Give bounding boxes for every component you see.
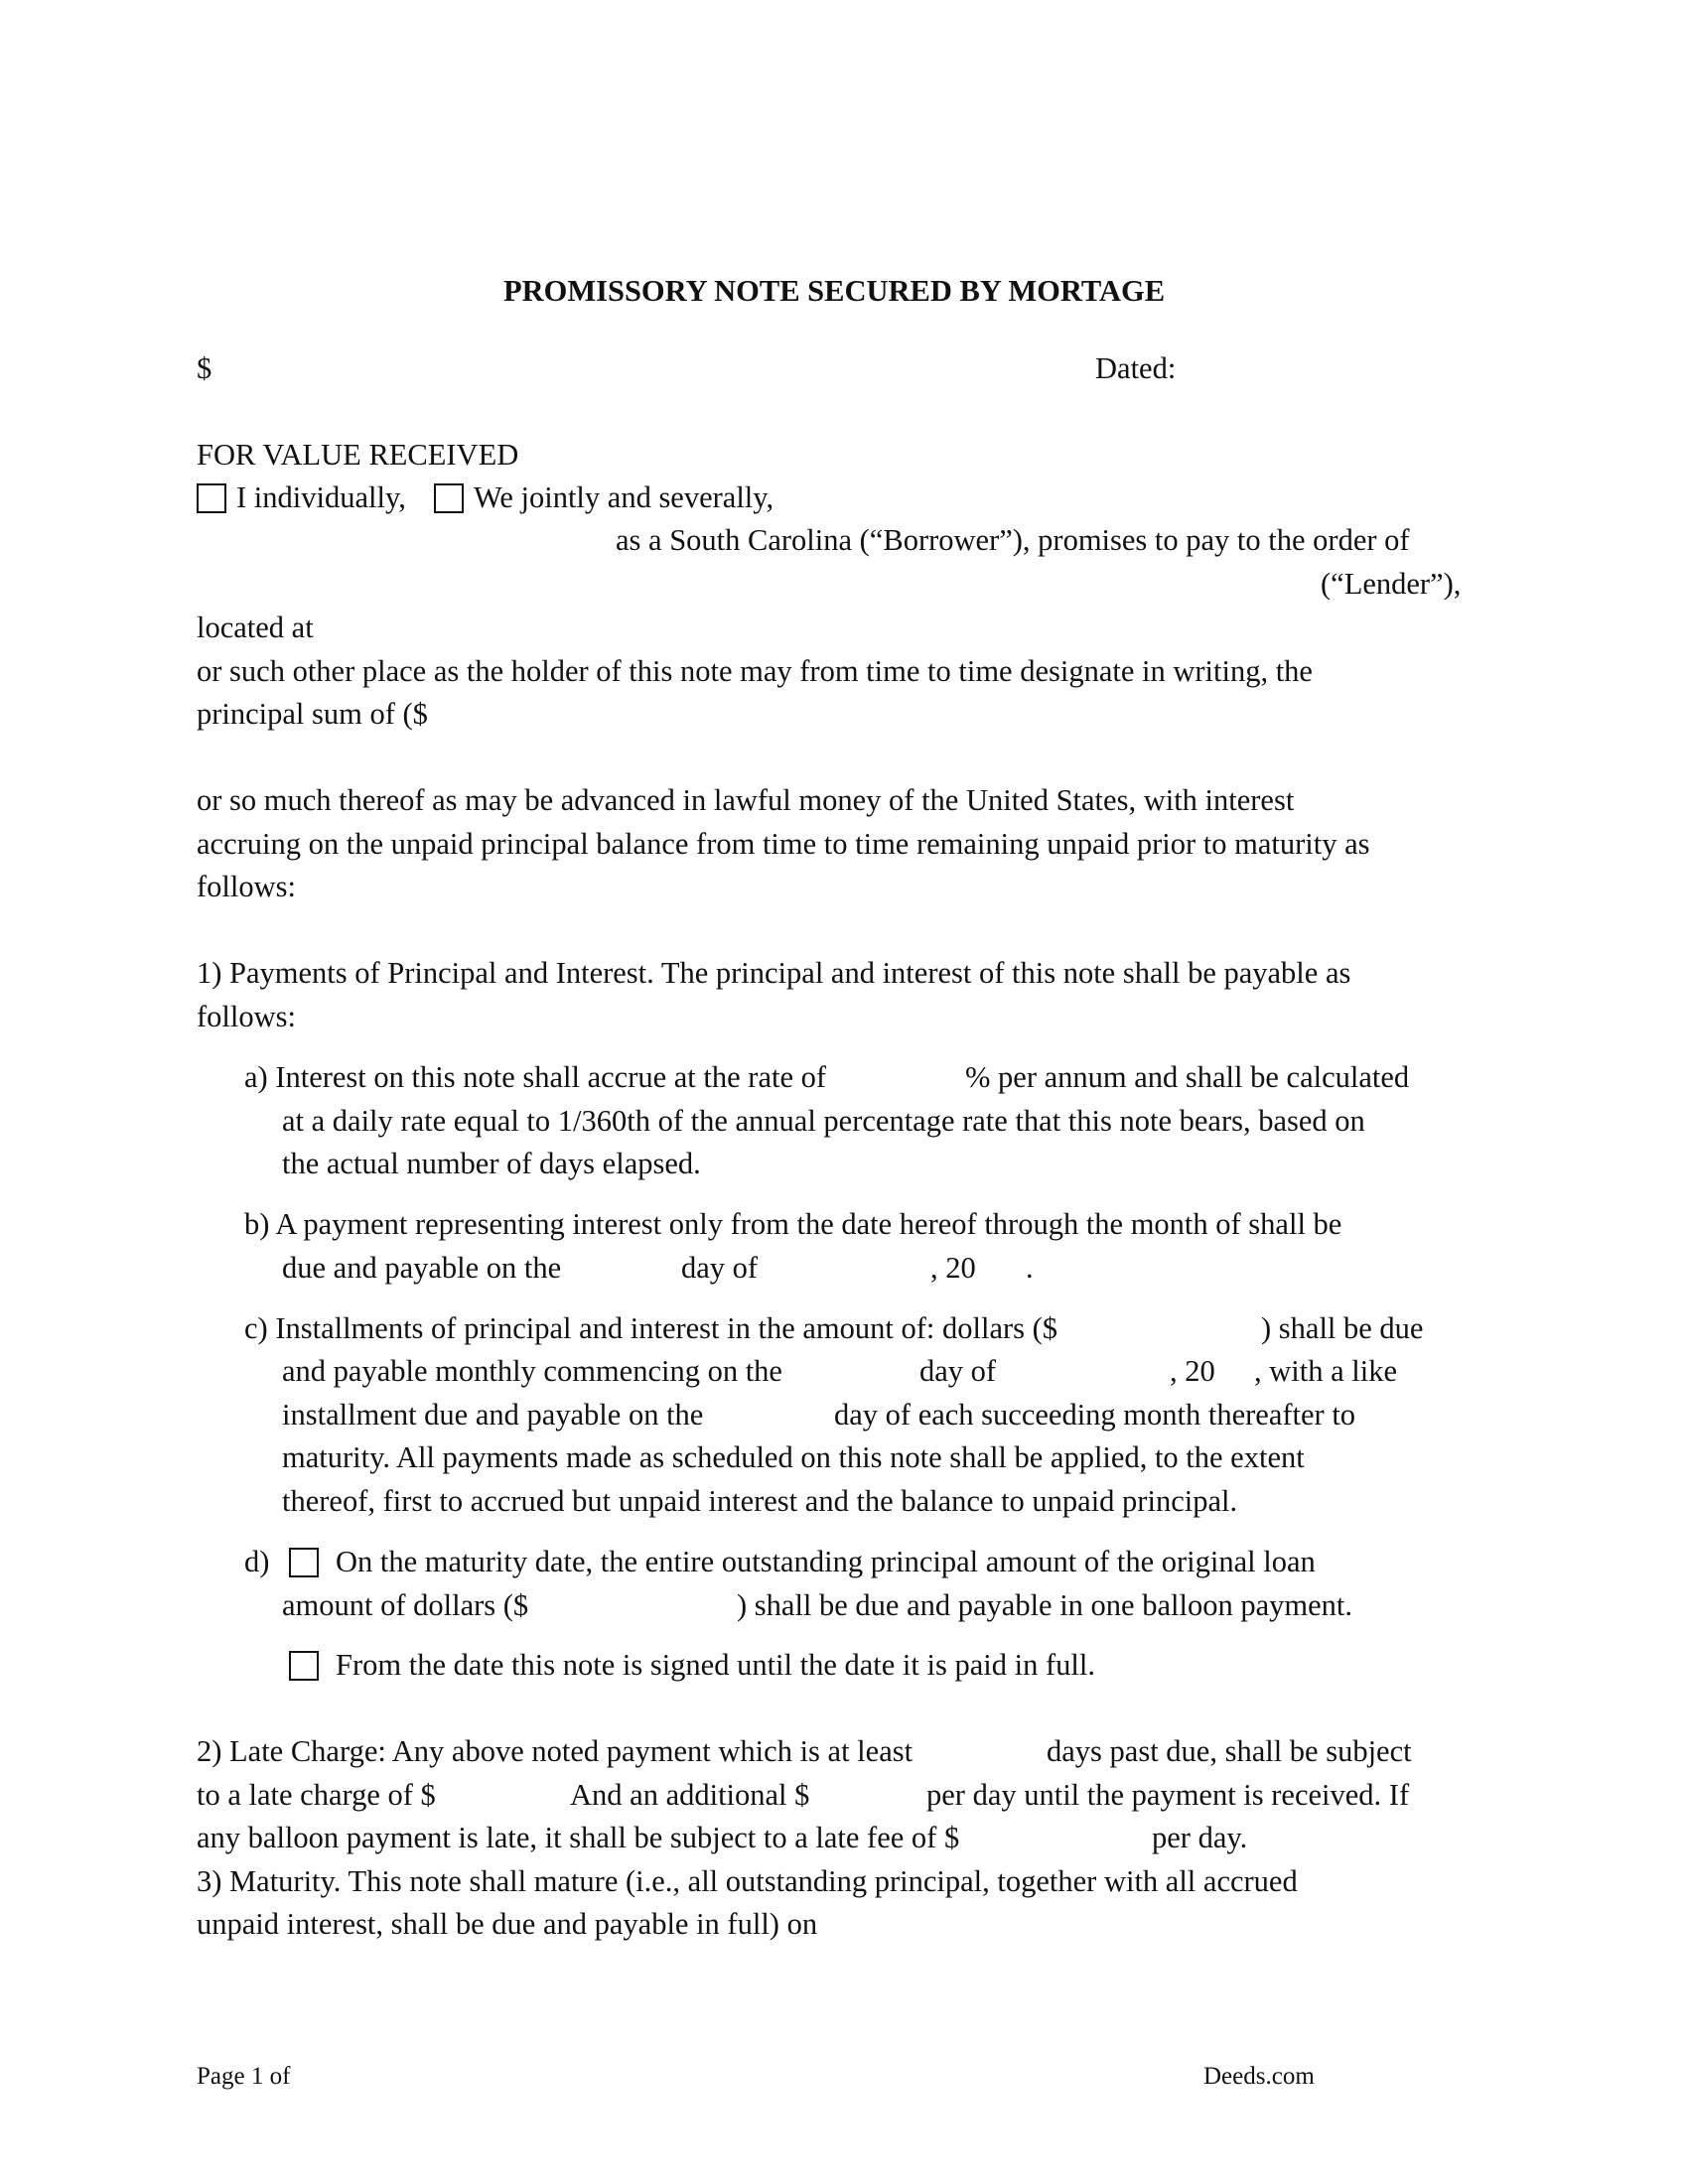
- clause-c-year: , 20: [1170, 1354, 1215, 1388]
- clause-c-line: day of each succeeding month thereafter to: [834, 1398, 1356, 1432]
- jointly-checkbox[interactable]: [434, 483, 464, 513]
- clause-b-period: .: [1026, 1251, 1034, 1285]
- paid-in-full-checkbox[interactable]: [289, 1651, 319, 1681]
- other-place-line: or such other place as the holder of this note may from time to time designate in writing, the: [197, 654, 1313, 688]
- section-1-heading: follows:: [197, 1000, 296, 1033]
- clause-b-line: b) A payment representing interest only from the date hereof through the month of shall be: [244, 1207, 1342, 1241]
- clause-d-line: amount of dollars ($: [282, 1588, 529, 1622]
- borrower-line: as a South Carolina (“Borrower”), promises to pay to the order of: [616, 523, 1410, 557]
- advance-line: accruing on the unpaid principal balance from time to time remaining unpaid prior to maturity as: [197, 827, 1370, 861]
- section-2-line: 2) Late Charge: Any above noted payment which is at least: [197, 1734, 914, 1768]
- footer-site: Deeds.com: [1203, 2063, 1315, 2090]
- clause-b-day-of: day of: [681, 1251, 759, 1285]
- advance-line: or so much thereof as may be advanced in lawful money of the United States, with interest: [197, 783, 1295, 817]
- section-3-line: 3) Maturity. This note shall mature (i.e., all outstanding principal, together with all accrued: [197, 1864, 1298, 1898]
- clause-a-line: a) Interest on this note shall accrue at the rate of: [244, 1060, 827, 1094]
- clause-c-like: , with a like: [1254, 1354, 1397, 1388]
- section-2-line: to a late charge of $: [197, 1778, 436, 1812]
- individually-label: I individually,: [236, 480, 406, 514]
- clause-b-year: , 20: [930, 1251, 976, 1285]
- section-2-line: And an additional $: [570, 1778, 810, 1812]
- advance-line: follows:: [197, 870, 296, 903]
- for-value-received: FOR VALUE RECEIVED: [197, 438, 519, 472]
- balloon-payment-checkbox[interactable]: [289, 1548, 319, 1577]
- section-2-line: per day until the payment is received. If: [926, 1778, 1410, 1812]
- jointly-label: We jointly and severally,: [474, 480, 774, 514]
- located-at-label: located at: [197, 611, 314, 644]
- clause-c-line: thereof, first to accrued but unpaid interest and the balance to unpaid principal.: [282, 1484, 1238, 1518]
- section-1-heading: 1) Payments of Principal and Interest. The principal and interest of this note shall be payable as: [197, 956, 1351, 990]
- clause-c-line: c) Installments of principal and interest in the amount of: dollars ($: [244, 1311, 1058, 1345]
- clause-d-line: ) shall be due and payable in one balloon payment.: [737, 1588, 1352, 1622]
- clause-a-line: the actual number of days elapsed.: [282, 1147, 701, 1180]
- clause-d-line: From the date this note is signed until the date it is paid in full.: [336, 1648, 1095, 1682]
- clause-c-line: and payable monthly commencing on the: [282, 1354, 782, 1388]
- amount-dollar-sign: $: [197, 351, 212, 385]
- page-number: Page 1 of: [197, 2063, 291, 2090]
- principal-sum-line: principal sum of ($: [197, 697, 428, 731]
- section-2-line: per day.: [1152, 1821, 1248, 1854]
- document-title: PROMISSORY NOTE SECURED BY MORTAGE: [502, 274, 1166, 308]
- clause-c-day-of: day of: [919, 1354, 997, 1388]
- clause-c-due: ) shall be due: [1261, 1311, 1424, 1345]
- clause-d-line: On the maturity date, the entire outstanding principal amount of the original loan: [336, 1545, 1316, 1578]
- dated-label: Dated:: [1095, 351, 1177, 385]
- clause-c-line: installment due and payable on the: [282, 1398, 704, 1432]
- section-2-line: days past due, shall be subject: [1047, 1734, 1412, 1768]
- clause-a-line: at a daily rate equal to 1/360th of the annual percentage rate that this note bears, based on: [282, 1104, 1365, 1138]
- section-3-line: unpaid interest, shall be due and payable in full) on: [197, 1907, 818, 1941]
- clause-c-line: maturity. All payments made as scheduled on this note shall be applied, to the extent: [282, 1440, 1305, 1474]
- clause-d-label: d): [244, 1545, 270, 1578]
- clause-b-line: due and payable on the: [282, 1251, 562, 1285]
- section-2-line: any balloon payment is late, it shall be subject to a late fee of $: [197, 1821, 960, 1854]
- clause-a-percent: % per annum and shall be calculated: [965, 1060, 1410, 1094]
- individually-checkbox[interactable]: [197, 483, 226, 513]
- lender-label: (“Lender”),: [1321, 567, 1462, 601]
